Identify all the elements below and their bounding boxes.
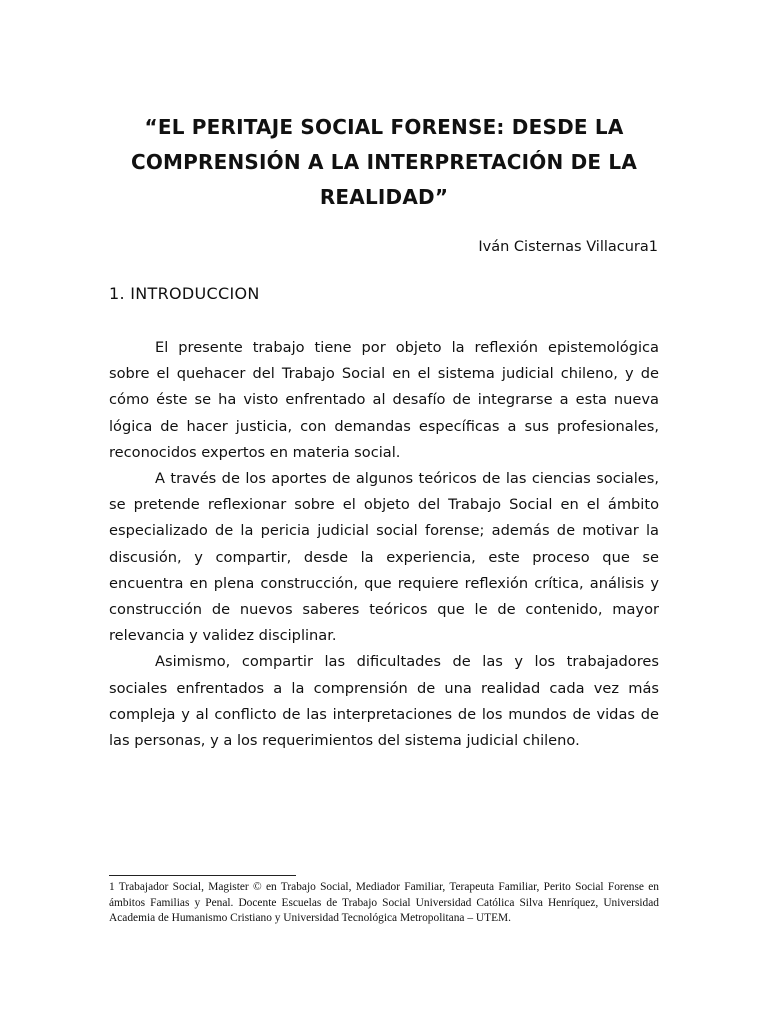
paragraph-3: Asimismo, compartir las dificultades de las y los trabajadores sociales enfrentados a la comprensión de una realidad cada vez más compleja y al conflicto de las interpretaciones de los mundos de vidas de las personas, y a los requerimientos del sistema judicial chileno. bbox=[109, 653, 659, 750]
section-heading: 1. INTRODUCCION bbox=[109, 284, 260, 303]
body-text bbox=[109, 335, 659, 754]
paragraph-2: A través de los aportes de algunos teóricos de las ciencias sociales, se pretende reflexionar sobre el objeto del Trabajo Social en el ámbito especializado de la pericia judicial social forense; además de motivar la discusión, y compartir, desde la experiencia, este proceso que se encuentra en plena construcción, que requiere reflexión crítica, análisis y construcción de nuevos saberes teóricos que le de contenido, mayor relevancia y validez disciplinar. bbox=[109, 470, 659, 645]
document-title: “EL PERITAJE SOCIAL FORENSE: DESDE LA COMPRENSIÓN A LA INTERPRETACIÓN DE LA REALIDAD” bbox=[130, 115, 638, 209]
footnote-divider bbox=[109, 875, 296, 876]
footnote: 1 Trabajador Social, Magister © en Trabajo Social, Mediador Familiar, Terapeuta Familiar, Perito Social Forense en ámbitos Familias y Penal. Docente Escuelas de Trabajo Social Universidad Católica Silva Henríquez, Universidad Academia de Humanismo Cristiano y Universidad Tecnológica Metropolitana – UTEM. bbox=[109, 881, 659, 925]
author-name: Iván Cisternas Villacura1 bbox=[478, 239, 658, 255]
paragraph-1: El presente trabajo tiene por objeto la reflexión epistemológica sobre el quehacer del Trabajo Social en el sistema judicial chileno, y de cómo éste se ha visto enfrentado al desafío de integrarse a esta nueva lógica de hacer justicia, con demandas específicas a sus profesionales, reconocidos expertos en materia social. bbox=[109, 339, 659, 461]
